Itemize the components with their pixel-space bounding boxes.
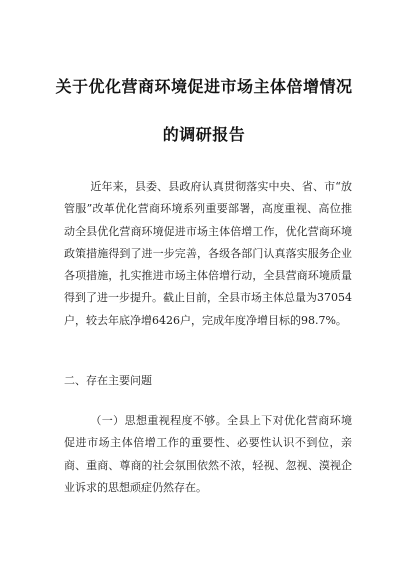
- section-heading: 二、存在主要问题: [64, 374, 152, 387]
- document-title-line-2: 的调研报告: [162, 125, 246, 144]
- problem-paragraph-1: （一）思想重视程度不够。全县上下对优化营商环境促进市场主体倍增工作的重要性、必要性认识不到位，亲商、重商、尊商的社会氛围依然不浓，轻视、忽视、漠视企业诉求的思想顽症仍然存在。: [64, 414, 352, 494]
- intro-paragraph: 近年来，县委、县政府认真贯彻落实中央、省、市“放管服”改革优化营商环境系列重要部署，高度重视、高位推动全县优化营商环境促进市场主体倍增工作，优化营商环境政策措施得到了进一步完善，各级各部门认真落实服务企业各项措施，扎实推进市场主体倍增行动，全县营商环境质量得到了进一步提升。截止目前，全县市场主体总量为37054户，较去年底净增6426户，完成年度净增目标的98.7%。: [64, 180, 352, 327]
- document-title-line-1: 关于优化营商环境促进市场主体倍增情况: [55, 77, 353, 96]
